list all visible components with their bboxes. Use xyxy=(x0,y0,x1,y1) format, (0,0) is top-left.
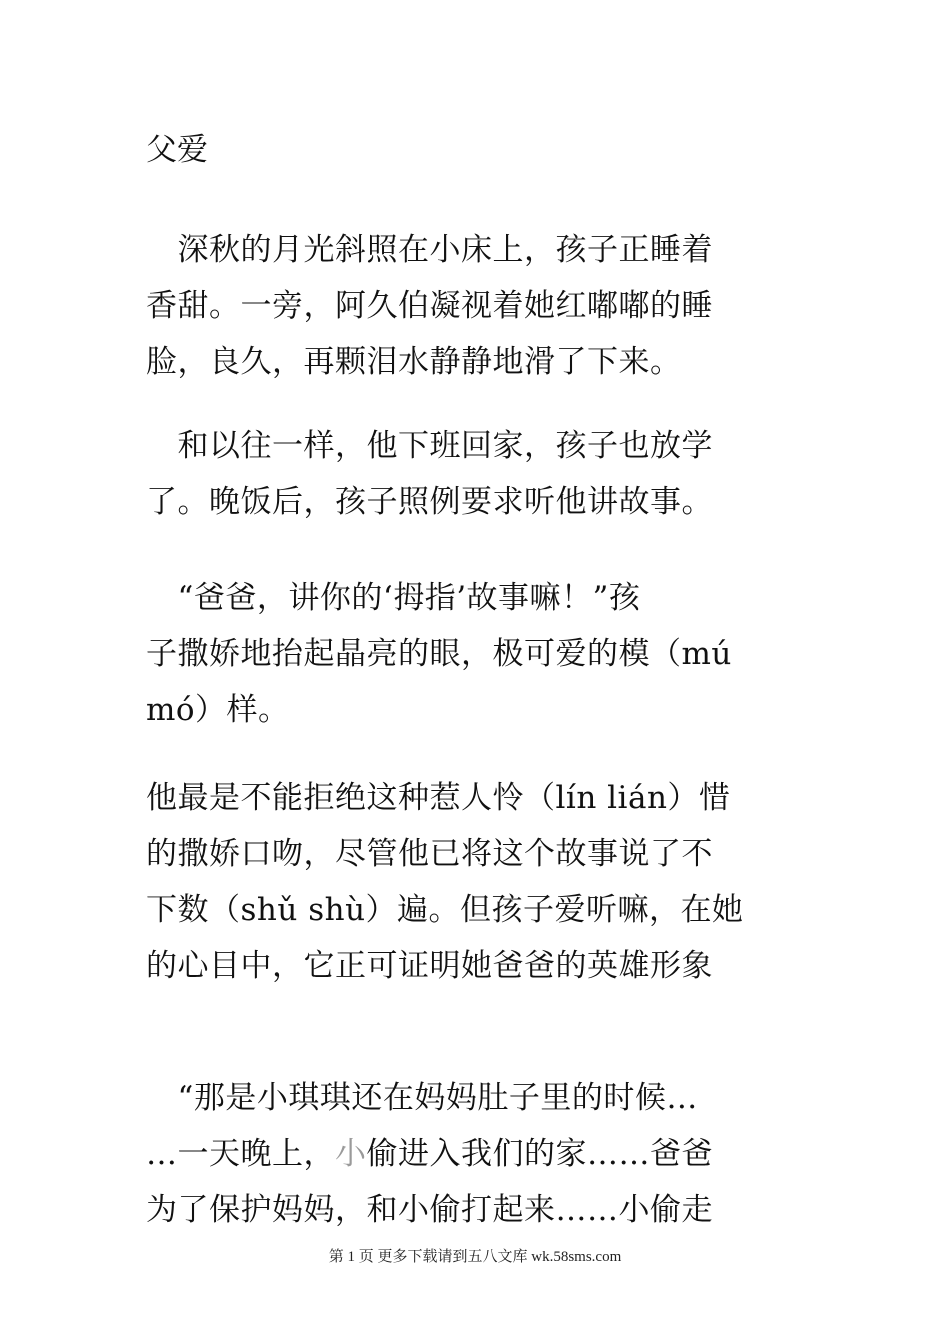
paragraph-thumb-story xyxy=(146,570,808,738)
paragraph-line: 脸，良久，再颗泪水静静地滑了下来。 xyxy=(146,344,682,380)
paragraph-line xyxy=(146,1126,808,1182)
paragraph-line: 为了保护妈妈，和小偷打起来……小偷走 xyxy=(146,1192,713,1228)
paragraph-line: 和以往一样，他下班回家，孩子也放学 xyxy=(146,428,713,464)
text-run: 偷进入我们的家……爸爸 xyxy=(366,1136,713,1172)
document-title: 父爱 xyxy=(146,132,208,168)
paragraph-line: 的心目中，它正可证明她爸爸的英雄形象 xyxy=(146,948,713,984)
paragraph-line: 的撒娇口吻，尽管他已将这个故事说了不 xyxy=(146,836,713,872)
paragraph-thief-story xyxy=(146,1070,808,1238)
paragraph-line: 了。晚饭后，孩子照例要求听他讲故事。 xyxy=(146,484,713,520)
paragraph-line: 子撒娇地抬起晶亮的眼，极可爱的模（mú xyxy=(146,636,732,672)
paragraph-line: 香甜。一旁，阿久伯凝视着她红嘟嘟的睡 xyxy=(146,288,713,324)
paragraph-line: 下数（shǔ shù）遍。但孩子爱听嘛，在她 xyxy=(146,892,744,928)
paragraph-line: 深秋的月光斜照在小床上，孩子正睡着 xyxy=(146,232,713,268)
paragraph-line: “爸爸，讲你的‘拇指’故事嘛！”孩 xyxy=(146,580,641,616)
paragraph-cannot-refuse xyxy=(146,770,808,994)
paragraph-line: “那是小琪琪还在妈妈肚子里的时候… xyxy=(146,1080,698,1116)
paragraph-line: mó）样。 xyxy=(146,692,290,728)
faint-character: 小 xyxy=(335,1136,367,1172)
page-footer: 第 1 页 更多下载请到五八文库 wk.58sms.com xyxy=(328,1249,622,1265)
paragraph-moonlight xyxy=(146,222,808,390)
paragraph-after-work xyxy=(146,418,808,530)
text-run: …一天晚上， xyxy=(146,1136,335,1172)
paragraph-line: 他最是不能拒绝这种惹人怜（lín lián）惜 xyxy=(146,780,731,816)
